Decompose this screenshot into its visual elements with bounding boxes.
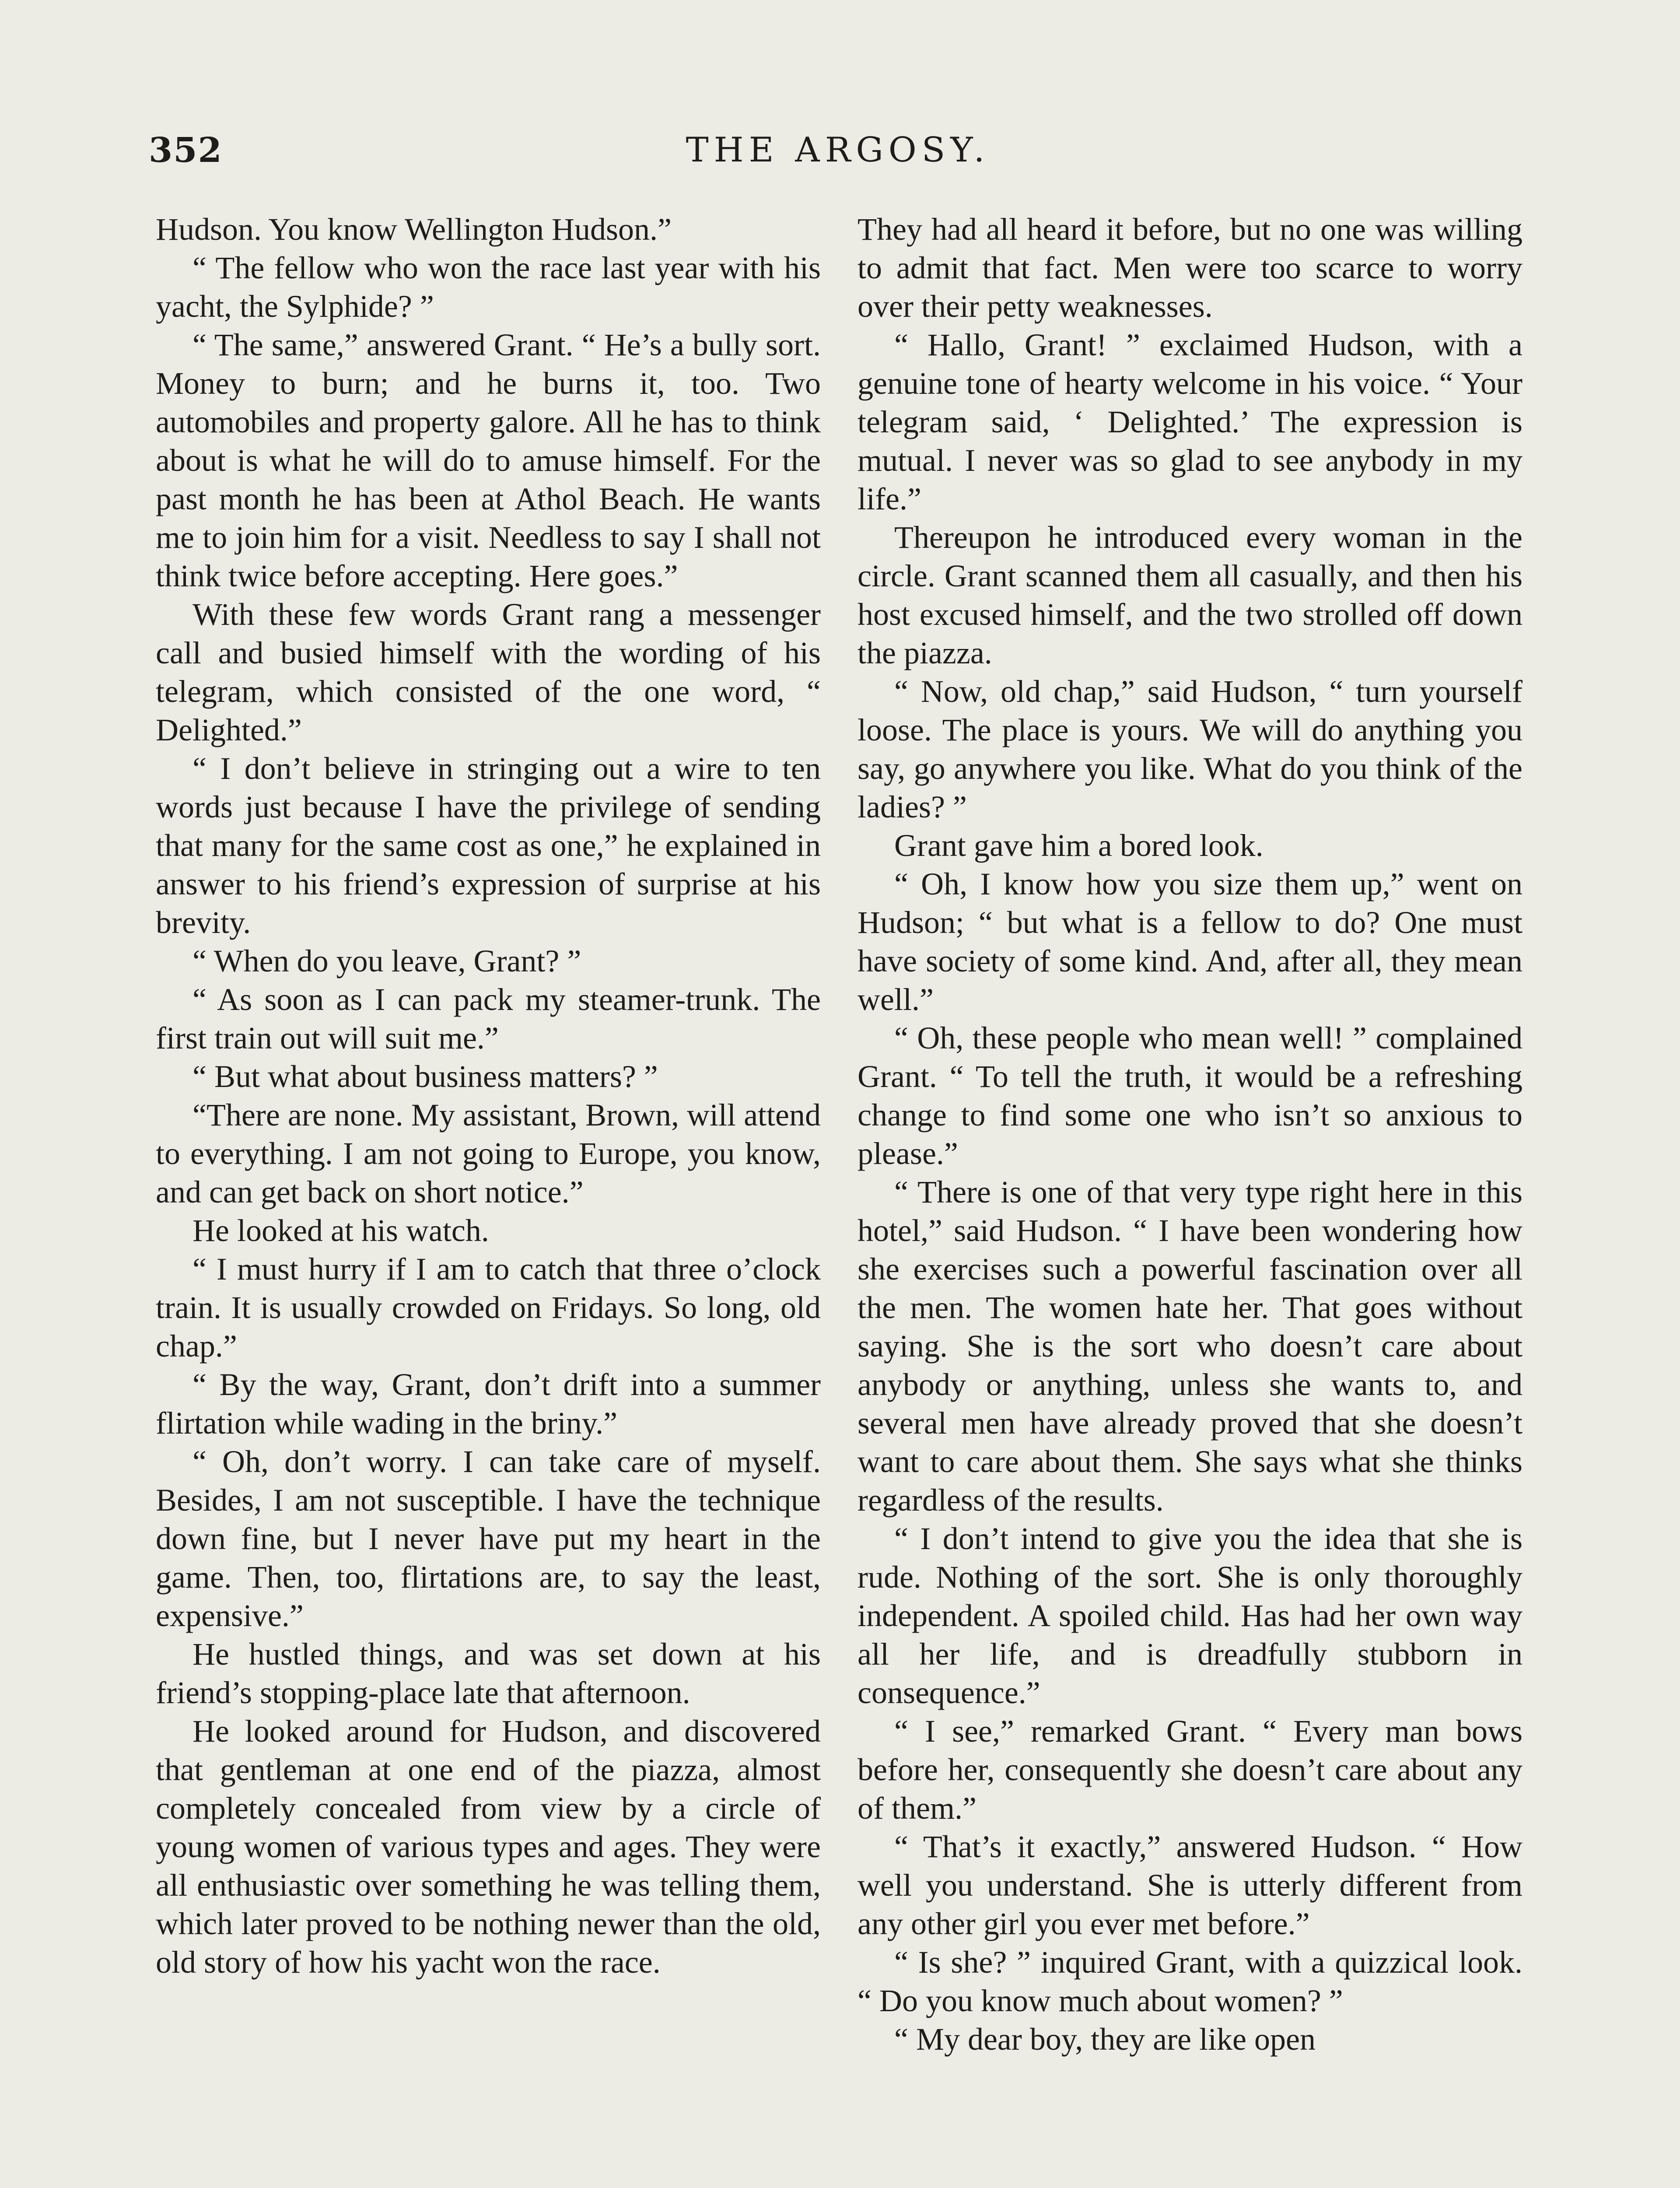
running-title: THE ARGOSY. [686,130,990,170]
paragraph: “ I see,” remarked Grant. “ Every man bows before her, consequently she doesn’t care about any of them.” [858,1714,1522,1826]
paragraph: “ I don’t believe in stringing out a wire to ten words just because I have the privilege of sending that many for the same cost as one,” he explained in answer to his friend’s expression of surprise at his brevity. [156,751,821,940]
paragraph: “ That’s it exactly,” answered Hudson. “ How well you understand. She is utterly different from any other girl you ever met before.” [858,1829,1522,1941]
paragraph: “ Is she? ” inquired Grant, with a quizzical look. “ Do you know much about women? ” [858,1945,1522,2018]
paragraph: “ There is one of that very type right here in this hotel,” said Hudson. “ I have been wondering how she exercises such a powerful fascination over all the men. The women hate her. That goes without saying. She is the sort who doesn’t care about anybody or anything, unless she wants to, and several men have already proved that she doesn’t want to care about them. She says what she thinks regardless of the results. [858,1175,1522,1518]
page-header [149,130,1527,179]
paragraph: “ I must hurry if I am to catch that three o’clock train. It is usually crowded on Fridays. So long, old chap.” [156,1252,821,1364]
paragraph: Hudson. You know Wellington Hudson.” [156,212,672,247]
paragraph: They had all heard it before, but no one was willing to admit that fact. Men were too scarce to worry over their petty weaknesses. [858,212,1522,324]
paragraph: “ When do you leave, Grant? ” [192,943,581,978]
paragraph: “ Now, old chap,” said Hudson, “ turn yourself loose. The place is yours. We will do anything you say, go anywhere you like. What do you think of the ladies? ” [858,674,1522,824]
paragraph: Grant gave him a bored look. [894,828,1264,863]
paragraph: He looked at his watch. [192,1213,489,1248]
paragraph: “ My dear boy, they are like open [894,2022,1316,2057]
paragraph: “ As soon as I can pack my steamer-trunk. The first train out will suit me.” [156,982,821,1055]
paragraph: “ Oh, these people who mean well! ” complained Grant. “ To tell the truth, it would be a refreshing change to find some one who isn’t so anxious to please.” [858,1020,1522,1171]
paragraph: He looked around for Hudson, and discovered that gentleman at one end of the piazza, almost completely concealed from view by a circle of young women of various types and ages. They were all enthusiastic over something he was telling them, which later proved to be nothing newer than the old, old story of how his yacht won the race. [156,1714,821,1980]
paragraph: With these few words Grant rang a messenger call and busied himself with the wording of his telegram, which consisted of the one word, “ Delighted.” [156,597,821,747]
paragraph: “There are none. My assistant, Brown, will attend to everything. I am not going to Europe, you know, and can get back on short notice.” [156,1098,821,1210]
left-column [156,210,821,1981]
paragraph: “ The same,” answered Grant. “ He’s a bully sort. Money to burn; and he burns it, too. Two automobiles and property galore. All he has to think about is what he will do to amuse himself. For the past month he has been at Athol Beach. He wants me to join him for a visit. Needless to say I shall not think twice before accepting. Here goes.” [156,327,821,593]
paragraph: “ Hallo, Grant! ” exclaimed Hudson, with a genuine tone of hearty welcome in his voice. “ Your telegram said, ‘ Delighted.’ The expression is mutual. I never was so glad to see anybody in my life.” [858,327,1522,516]
paragraph: Thereupon he introduced every woman in the circle. Grant scanned them all casually, and then his host excused himself, and the two strolled off down the piazza. [858,520,1522,670]
page-number: 352 [149,130,223,170]
paragraph: “ By the way, Grant, don’t drift into a summer flirtation while wading in the briny.” [156,1367,821,1441]
paragraph: “ But what about business matters? ” [192,1059,658,1094]
right-column [858,210,1522,2058]
paragraph: “ Oh, don’t worry. I can take care of myself. Besides, I am not susceptible. I have the technique down fine, but I never have put my heart in the game. Then, too, flirtations are, to say the least, expensive.” [156,1444,821,1633]
paragraph: “ I don’t intend to give you the idea that she is rude. Nothing of the sort. She is only thoroughly independent. A spoiled child. Has had her own way all her life, and is dreadfully stubborn in consequence.” [858,1521,1522,1710]
paragraph: He hustled things, and was set down at his friend’s stopping-place late that afternoon. [156,1637,821,1710]
paragraph: “ Oh, I know how you size them up,” went on Hudson; “ but what is a fellow to do? One must have society of some kind. And, after all, they mean well.” [858,866,1522,1017]
paragraph: “ The fellow who won the race last year with his yacht, the Sylphide? ” [156,250,821,324]
